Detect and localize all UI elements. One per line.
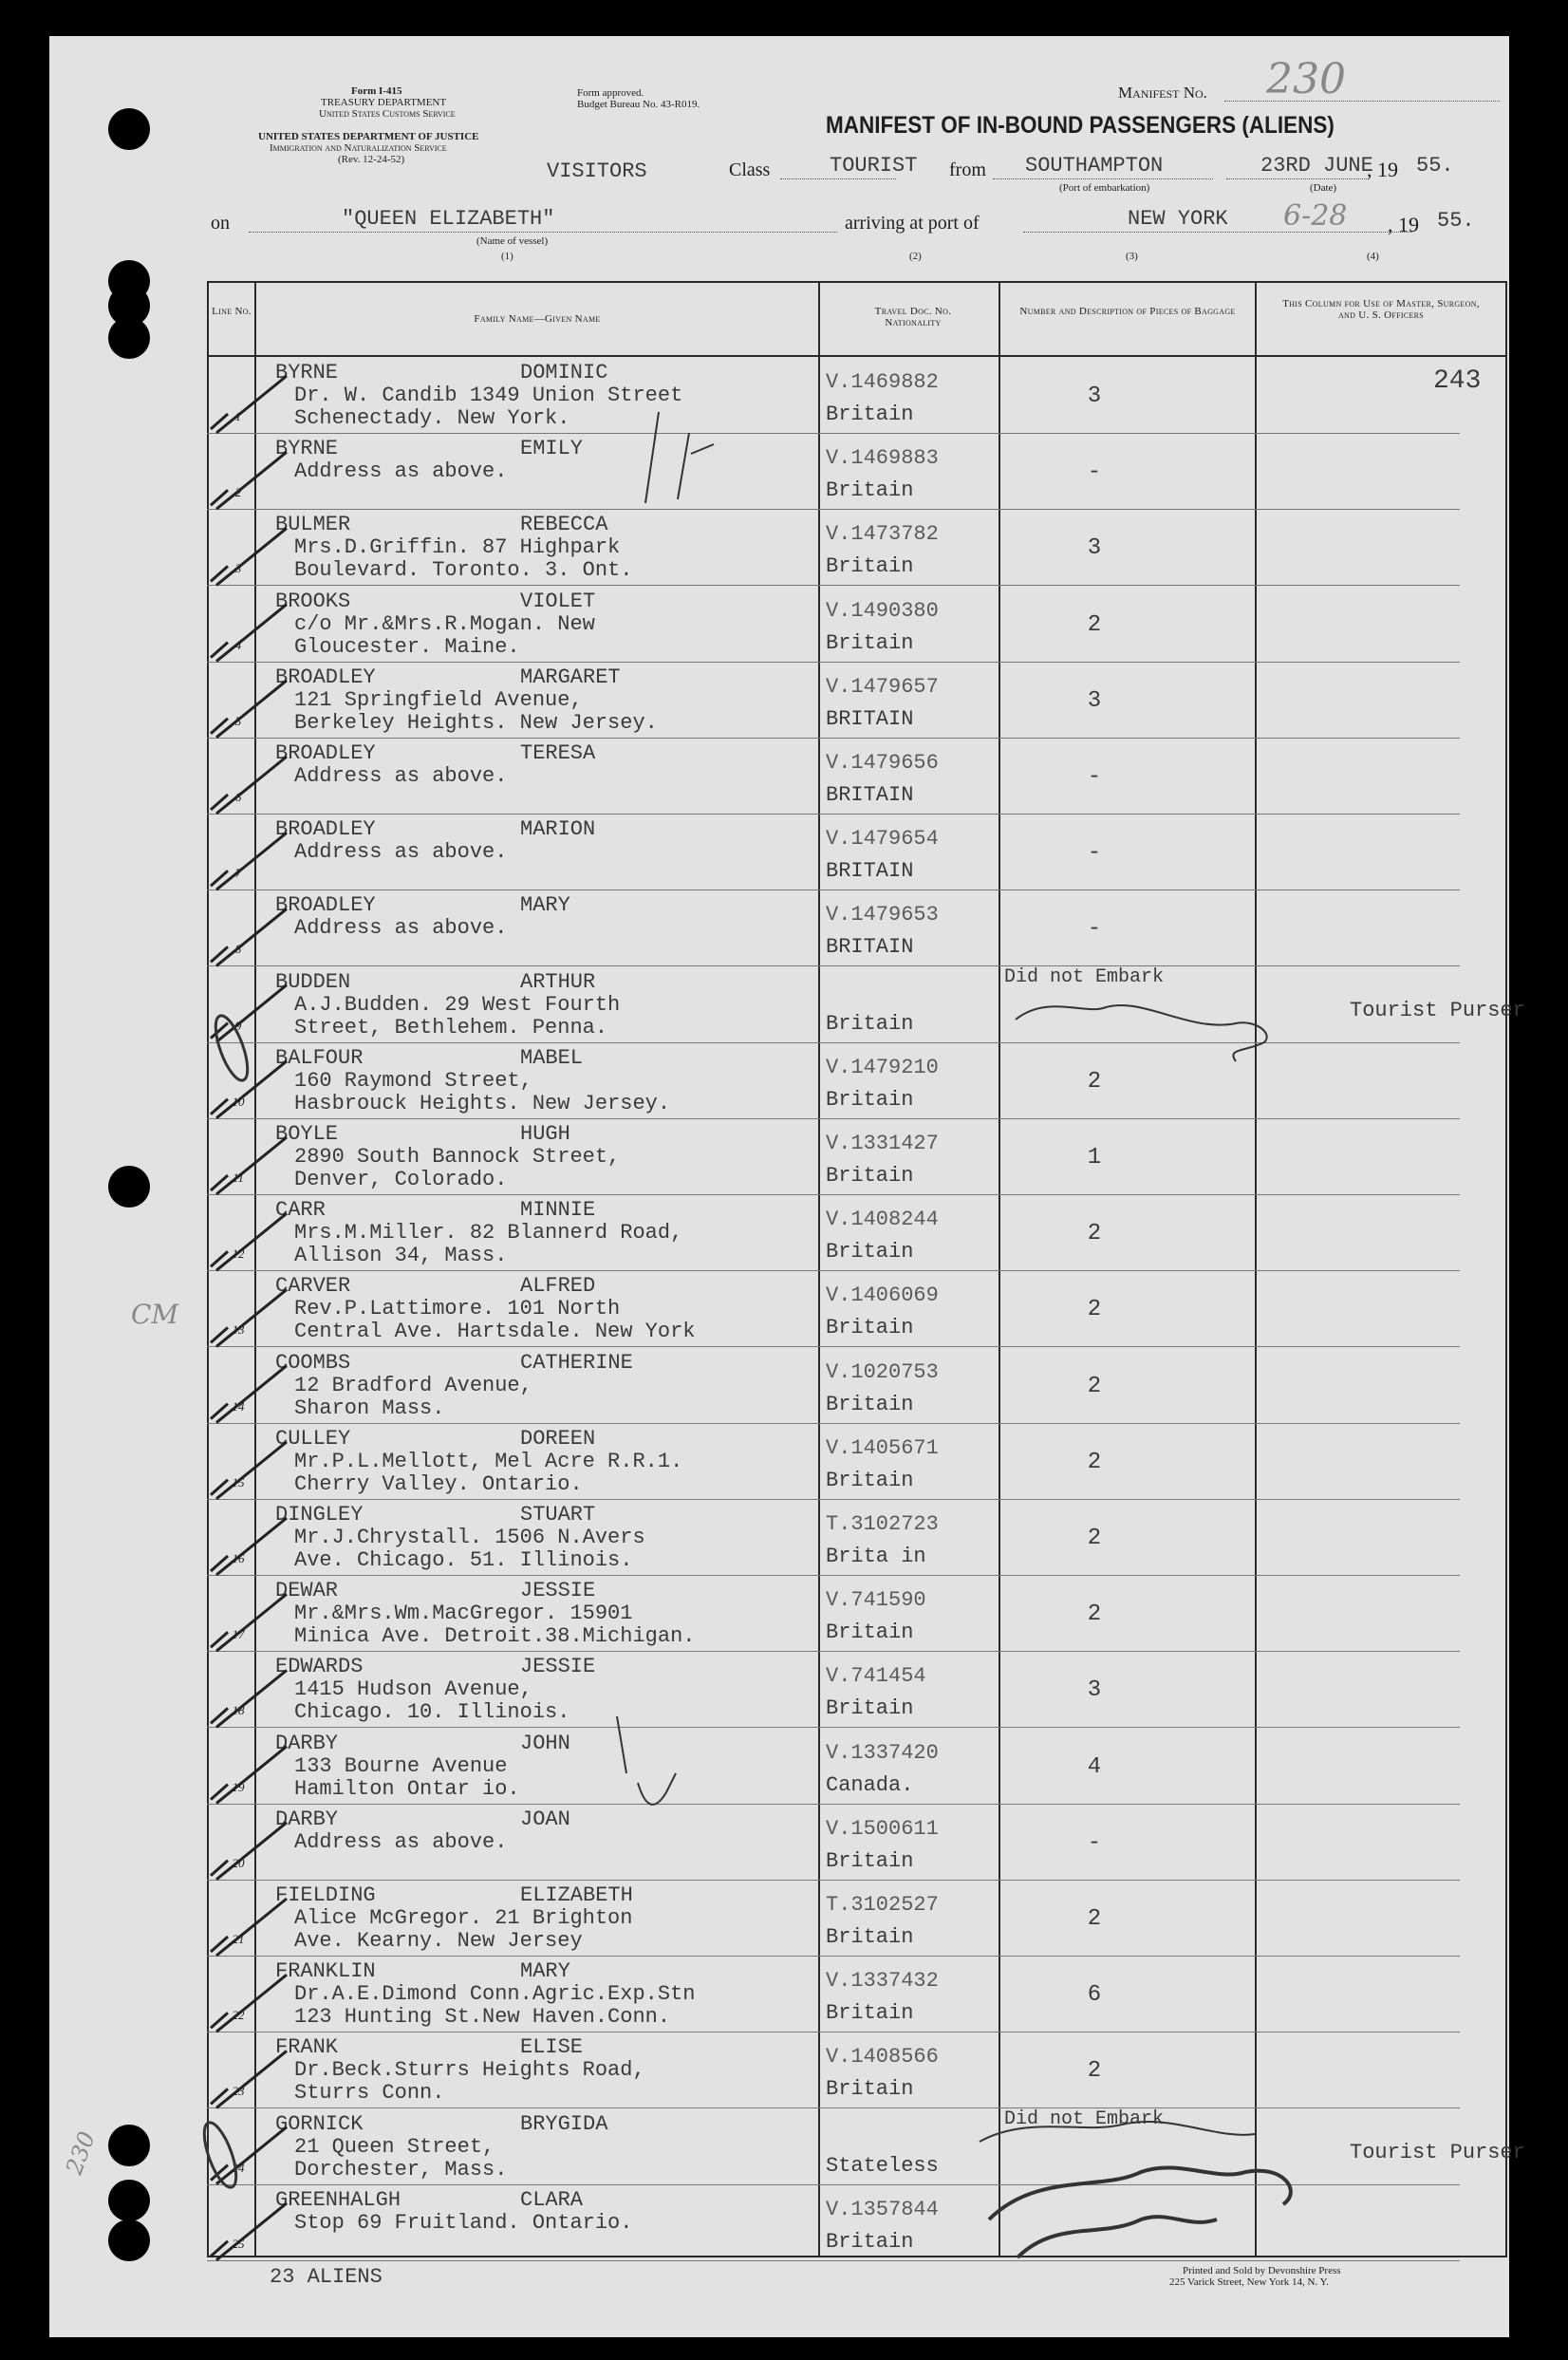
address-line-2: Allison 34, Mass. <box>294 1244 508 1268</box>
address-line-1: c/o Mr.&Mrs.R.Mogan. New <box>294 611 595 636</box>
baggage-count: - <box>1087 764 1102 790</box>
col1-caption: (1) <box>501 251 513 262</box>
given-name: CATHERINE <box>520 1350 633 1375</box>
travel-doc-number: V.1408566 <box>826 2045 939 2070</box>
check-mark <box>211 833 287 890</box>
family-name: BROADLEY <box>275 741 376 765</box>
nationality: Stateless <box>826 2153 939 2178</box>
family-name: CULLEY <box>275 1426 351 1451</box>
baggage-count: 4 <box>1087 1753 1102 1780</box>
officer-remark: 243 <box>1433 366 1482 396</box>
nationality: Brita in <box>826 1545 926 1568</box>
nationality: BRITAIN <box>826 859 914 884</box>
line-number: 12 <box>232 1246 245 1262</box>
line-number: 8 <box>234 942 242 957</box>
address-line-1: Address as above. <box>294 916 508 941</box>
visitors-label: VISITORS <box>547 159 647 183</box>
baggage-count: 2 <box>1087 1906 1102 1932</box>
address-line-2: Hasbrouck Heights. New Jersey. <box>294 1091 671 1115</box>
col-header-officers: This Column for Use of Master, Surgeon, and U. S. Officers <box>1282 298 1480 321</box>
travel-doc-number: V.1500611 <box>826 1816 939 1841</box>
given-name: JOHN <box>520 1731 570 1755</box>
arriving-label: arriving at port of <box>845 213 980 234</box>
year-prefix-1: , 19 <box>1367 158 1398 181</box>
col-header-name: Family Name—Given Name <box>474 313 601 325</box>
officer-remark: Tourist Purser <box>1350 2140 1525 2164</box>
given-name: MARY <box>520 893 570 918</box>
manifest-no-label: Manifest No. <box>1118 84 1207 102</box>
printer-line-1: Printed and Sold by Devonshire Press <box>1183 2265 1341 2276</box>
vessel-caption: (Name of vessel) <box>476 235 549 247</box>
baggage-count: 2 <box>1087 1601 1102 1628</box>
given-name: MARY <box>520 1959 570 1984</box>
baggage-count: 3 <box>1087 535 1102 562</box>
justice-dept: UNITED STATES DEPARTMENT OF JUSTICE <box>258 131 479 142</box>
check-mark <box>211 1747 287 1804</box>
nationality: Britain <box>826 1316 914 1340</box>
family-name: DARBY <box>275 1807 339 1831</box>
form-number: Form I-415 <box>351 85 402 97</box>
travel-doc-number: V.1469882 <box>826 370 939 394</box>
line-number: 23 <box>232 2084 245 2099</box>
address-line-2: Sharon Mass. <box>294 1395 445 1420</box>
margin-230-note: 230 <box>60 2127 101 2179</box>
check-mark <box>211 452 287 509</box>
line-number: 16 <box>232 1551 245 1565</box>
date-caption: (Date) <box>1310 182 1337 194</box>
line-number: 13 <box>232 1322 245 1338</box>
address-line-2: Hamilton Ontar io. <box>294 1776 520 1801</box>
nationality: Britain <box>826 1240 914 1264</box>
check-mark <box>211 2203 287 2260</box>
revision: (Rev. 12-24-52) <box>338 154 405 165</box>
baggage-count: 2 <box>1087 611 1102 638</box>
form-approved: Form approved. <box>577 87 644 99</box>
family-name: FIELDING <box>275 1883 376 1907</box>
nationality: Britain <box>826 2077 914 2102</box>
family-name: BROOKS <box>275 589 351 613</box>
check-mark <box>211 1213 287 1270</box>
check-mark <box>211 1518 287 1575</box>
baggage-count: 2 <box>1087 1068 1102 1095</box>
family-name: COOMBS <box>275 1350 351 1375</box>
family-name: BROADLEY <box>275 665 376 689</box>
line-number: 1 <box>234 409 242 423</box>
family-name: BYRNE <box>275 361 339 384</box>
printer-line-2: 225 Varick Street, New York 14, N. Y. <box>1169 2276 1329 2288</box>
address-line-2: 123 Hunting St.New Haven.Conn. <box>294 2005 671 2030</box>
col-header-baggage: Number and Description of Pieces of Baggage <box>1019 306 1236 317</box>
address-line-2: Gloucester. Maine. <box>294 634 520 659</box>
family-name: BROADLEY <box>275 893 376 918</box>
baggage-count: - <box>1087 459 1102 486</box>
family-name: EDWARDS <box>275 1655 364 1679</box>
budget-bureau: Budget Bureau No. 43-R019. <box>577 99 700 110</box>
given-name: VIOLET <box>520 589 596 613</box>
nationality: Britain <box>826 478 914 503</box>
travel-doc-number: V.1337432 <box>826 1969 939 1994</box>
address-line-1: 1415 Hudson Avenue, <box>294 1677 532 1702</box>
address-line-2: Sturrs Conn. <box>294 2081 445 2106</box>
family-name: GREENHALGH <box>275 2187 401 2212</box>
family-name: BYRNE <box>275 437 339 461</box>
family-name: BULMER <box>275 513 351 537</box>
baggage-count: 6 <box>1087 1982 1102 2009</box>
line-number: 15 <box>232 1474 245 1489</box>
address-line-1: 121 Springfield Avenue, <box>294 687 583 712</box>
nationality: Britain <box>826 630 914 655</box>
nationality: Britain <box>826 1468 914 1492</box>
arrival-port: NEW YORK <box>1128 207 1228 231</box>
given-name: CLARA <box>520 2187 584 2212</box>
col4-caption: (4) <box>1367 251 1379 262</box>
nationality: Canada. <box>826 1772 914 1797</box>
nationality: Britain <box>826 1087 914 1112</box>
address-line-2: Boulevard. Toronto. 3. Ont. <box>294 558 633 583</box>
address-line-2: Central Ave. Hartsdale. New York <box>294 1320 696 1344</box>
line-number: 21 <box>232 1932 245 1946</box>
address-line-2: Minica Ave. Detroit.38.Michigan. <box>294 1624 696 1649</box>
travel-doc-number: V.1479653 <box>826 903 939 927</box>
nationality: BRITAIN <box>826 706 914 731</box>
address-line-2: Dorchester, Mass. <box>294 2157 508 2182</box>
year-2: 55. <box>1437 209 1475 233</box>
address-line-2: Cherry Valley. Ontario. <box>294 1471 583 1496</box>
nationality: Britain <box>826 1164 914 1188</box>
family-name: GORNICK <box>275 2111 364 2136</box>
nationality: Britain <box>826 1696 914 1721</box>
check-mark <box>211 1442 287 1499</box>
address-line-2: Ave. Chicago. 51. Illinois. <box>294 1548 633 1572</box>
travel-doc-number: V.1479657 <box>826 674 939 699</box>
line-number: 3 <box>234 561 242 576</box>
address-line-2: Chicago. 10. Illinois. <box>294 1700 570 1725</box>
address-line-1: Stop 69 Fruitland. Ontario. <box>294 2210 633 2235</box>
address-line-2: Berkeley Heights. New Jersey. <box>294 710 658 735</box>
nationality: Britain <box>826 2229 914 2254</box>
line-number: 6 <box>234 790 242 804</box>
family-name: FRANKLIN <box>275 1959 376 1984</box>
travel-doc-number: V.1331427 <box>826 1132 939 1155</box>
nationality: Britain <box>826 1011 914 1036</box>
vessel-name: "QUEEN ELIZABETH" <box>342 207 555 231</box>
address-line-1: Mr.P.L.Mellott, Mel Acre R.R.1. <box>294 1449 683 1473</box>
travel-doc-number: V.1337420 <box>826 1740 939 1765</box>
given-name: MABEL <box>520 1045 584 1070</box>
given-name: JOAN <box>520 1807 570 1831</box>
class-label: Class <box>729 159 771 180</box>
ins-service: Immigration and Naturalization Service <box>270 142 447 154</box>
line-number: 17 <box>232 1627 245 1642</box>
address-line-1: Alice McGregor. 21 Brighton <box>294 1906 633 1930</box>
address-line-1: 2890 South Bannock Street, <box>294 1145 621 1169</box>
given-name: DOMINIC <box>520 361 608 384</box>
family-name: CARR <box>275 1198 326 1223</box>
check-mark <box>211 2051 287 2107</box>
check-mark <box>211 1823 287 1880</box>
address-line-1: Mrs.M.Miller. 82 Blannerd Road, <box>294 1221 683 1246</box>
address-line-1: 160 Raymond Street, <box>294 1068 532 1093</box>
travel-doc-number: T.3102527 <box>826 1893 939 1917</box>
address-line-1: 12 Bradford Avenue, <box>294 1373 532 1397</box>
nationality: Britain <box>826 1848 914 1873</box>
manifest-sheet <box>49 36 1525 2337</box>
given-name: TERESA <box>520 741 596 765</box>
travel-doc-number: V.1469883 <box>826 446 939 471</box>
travel-doc-number: V.1405671 <box>826 1435 939 1460</box>
travel-doc-number: V.1020753 <box>826 1359 939 1384</box>
family-name: DEWAR <box>275 1579 339 1603</box>
travel-doc-number: V.1490380 <box>826 598 939 623</box>
line-number: 25 <box>232 2236 245 2251</box>
nationality: BRITAIN <box>826 935 914 960</box>
baggage-count: 3 <box>1087 1677 1102 1704</box>
baggage-count: - <box>1087 1829 1102 1856</box>
check-mark <box>211 376 287 433</box>
given-name: ELISE <box>520 2035 584 2060</box>
line-number: 19 <box>232 1779 245 1794</box>
travel-doc-number: V.1479210 <box>826 1055 939 1079</box>
nationality: BRITAIN <box>826 783 914 807</box>
given-name: ARTHUR <box>520 969 596 994</box>
check-mark <box>211 757 287 814</box>
travel-doc-number: V.741454 <box>826 1664 926 1689</box>
given-name: MARION <box>520 817 596 842</box>
check-mark <box>211 1594 287 1651</box>
address-line-1: Dr. W. Candib 1349 Union Street <box>294 384 683 407</box>
address-line-2: Street, Bethlehem. Penna. <box>294 1015 608 1040</box>
nationality: Britain <box>826 2001 914 2026</box>
given-name: EMILY <box>520 437 584 461</box>
check-mark <box>211 1975 287 2032</box>
family-name: BALFOUR <box>275 1045 364 1070</box>
check-mark <box>211 908 287 965</box>
from-label: from <box>949 159 986 180</box>
baggage-count: 3 <box>1087 687 1102 714</box>
line-number: 9 <box>234 1018 242 1033</box>
given-name: DOREEN <box>520 1426 596 1451</box>
baggage-count: 2 <box>1087 1373 1102 1399</box>
baggage-count: 2 <box>1087 1297 1102 1323</box>
year-prefix-2: , 19 <box>1388 213 1419 236</box>
officer-remark: Tourist Purser <box>1350 998 1525 1022</box>
treasury-dept: TREASURY DEPARTMENT <box>321 97 447 108</box>
address-line-1: Dr.A.E.Dimond Conn.Agric.Exp.Stn <box>294 1982 696 2007</box>
line-number: 2 <box>234 485 242 500</box>
baggage-count: 2 <box>1087 2058 1102 2085</box>
address-line-1: A.J.Budden. 29 West Fourth <box>294 992 621 1017</box>
line-number: 11 <box>232 1171 245 1185</box>
check-mark <box>211 528 287 585</box>
family-name: FRANK <box>275 2035 339 2060</box>
address-line-1: Mr.J.Chrystall. 1506 N.Avers <box>294 1526 645 1549</box>
given-name: ALFRED <box>520 1274 596 1299</box>
embark-date: 23RD JUNE <box>1260 154 1373 178</box>
check-mark <box>211 985 287 1042</box>
port-embarkation: SOUTHAMPTON <box>1025 154 1164 178</box>
customs-service: United States Customs Service <box>319 108 456 120</box>
travel-doc-number: V.1479654 <box>826 827 939 852</box>
travel-doc-number: V.1357844 <box>826 2197 939 2221</box>
travel-doc-number: V.741590 <box>826 1588 926 1613</box>
handwritten-marks <box>49 36 1509 2337</box>
nationality: Britain <box>826 554 914 579</box>
baggage-count: - <box>1087 916 1102 943</box>
family-name: DARBY <box>275 1731 339 1755</box>
on-label: on <box>211 213 230 234</box>
address-line-1: Address as above. <box>294 840 508 865</box>
given-name: JESSIE <box>520 1655 596 1679</box>
travel-doc-number: V.1408244 <box>826 1208 939 1232</box>
address-line-2: Denver, Colorado. <box>294 1168 508 1191</box>
line-number: 20 <box>232 1855 245 1870</box>
baggage-count: 2 <box>1087 1449 1102 1475</box>
given-name: ELIZABETH <box>520 1883 633 1907</box>
baggage-count: 2 <box>1087 1221 1102 1247</box>
baggage-count: Did not Embark <box>1004 2107 1165 2130</box>
check-mark <box>211 1137 287 1194</box>
address-line-2: Ave. Kearny. New Jersey <box>294 1929 583 1953</box>
baggage-count: 1 <box>1087 1145 1102 1171</box>
nationality: Britain <box>826 1620 914 1645</box>
line-number: 7 <box>234 866 242 881</box>
year-1: 55. <box>1416 154 1454 178</box>
address-line-1: 133 Bourne Avenue <box>294 1753 508 1778</box>
address-line-1: Rev.P.Lattimore. 101 North <box>294 1297 621 1321</box>
given-name: JESSIE <box>520 1579 596 1603</box>
nationality: Britain <box>826 403 914 426</box>
alien-count: 23 ALIENS <box>270 2265 383 2289</box>
manifest-no-value: 230 <box>1266 55 1346 103</box>
travel-doc-number: T.3102723 <box>826 1512 939 1536</box>
address-line-1: 21 Queen Street, <box>294 2134 495 2159</box>
travel-doc-number: V.1406069 <box>826 1283 939 1308</box>
given-name: STUART <box>520 1503 596 1527</box>
family-name: CARVER <box>275 1274 351 1299</box>
col3-caption: (3) <box>1126 251 1138 262</box>
travel-doc-number: V.1473782 <box>826 522 939 547</box>
margin-cm-note: CM <box>131 1299 179 1330</box>
given-name: BRYGIDA <box>520 2111 608 2136</box>
line-number: 18 <box>232 1703 245 1718</box>
given-name: MARGARET <box>520 665 621 689</box>
line-number: 24 <box>232 2160 245 2175</box>
check-mark <box>211 1670 287 1727</box>
arrival-date: 6-28 <box>1283 199 1348 233</box>
address-line-1: Address as above. <box>294 1829 508 1854</box>
given-name: MINNIE <box>520 1198 596 1223</box>
baggage-count: 2 <box>1087 1526 1102 1551</box>
line-number: 5 <box>234 713 242 728</box>
address-line-1: Dr.Beck.Sturrs Heights Road, <box>294 2058 645 2083</box>
given-name: HUGH <box>520 1122 570 1146</box>
family-name: BUDDEN <box>275 969 351 994</box>
address-line-2: Schenectady. New York. <box>294 406 570 430</box>
col-header-doc: Travel Doc. No. Nationality <box>874 306 952 328</box>
address-line-1: Mrs.D.Griffin. 87 Highpark <box>294 535 621 560</box>
col-header-line: Line No. <box>212 306 252 317</box>
col2-caption: (2) <box>909 251 922 262</box>
address-line-1: Address as above. <box>294 764 508 788</box>
given-name: REBECCA <box>520 513 608 537</box>
nationality: Britain <box>826 1925 914 1949</box>
port-embarkation-caption: (Port of embarkation) <box>1059 182 1150 194</box>
line-number: 22 <box>232 2008 245 2023</box>
check-mark <box>211 1366 287 1423</box>
nationality: Britain <box>826 1392 914 1416</box>
baggage-count: 3 <box>1087 384 1102 409</box>
family-name: BOYLE <box>275 1122 339 1146</box>
travel-doc-number: V.1479656 <box>826 751 939 775</box>
family-name: BROADLEY <box>275 817 376 842</box>
check-mark <box>211 681 287 738</box>
address-line-1: Address as above. <box>294 459 508 484</box>
class-value: TOURIST <box>830 154 918 178</box>
check-mark <box>211 1899 287 1956</box>
line-number: 10 <box>232 1094 245 1109</box>
line-number: 4 <box>234 637 242 652</box>
baggage-count: - <box>1087 840 1102 867</box>
line-number: 14 <box>232 1398 245 1414</box>
address-line-1: Mr.&Mrs.Wm.MacGregor. 15901 <box>294 1601 633 1626</box>
check-mark <box>211 1289 287 1346</box>
check-mark <box>211 605 287 662</box>
manifest-title: MANIFEST OF IN-BOUND PASSENGERS (ALIENS) <box>826 112 1335 139</box>
family-name: DINGLEY <box>275 1503 364 1527</box>
baggage-count: Did not Embark <box>1004 965 1165 988</box>
